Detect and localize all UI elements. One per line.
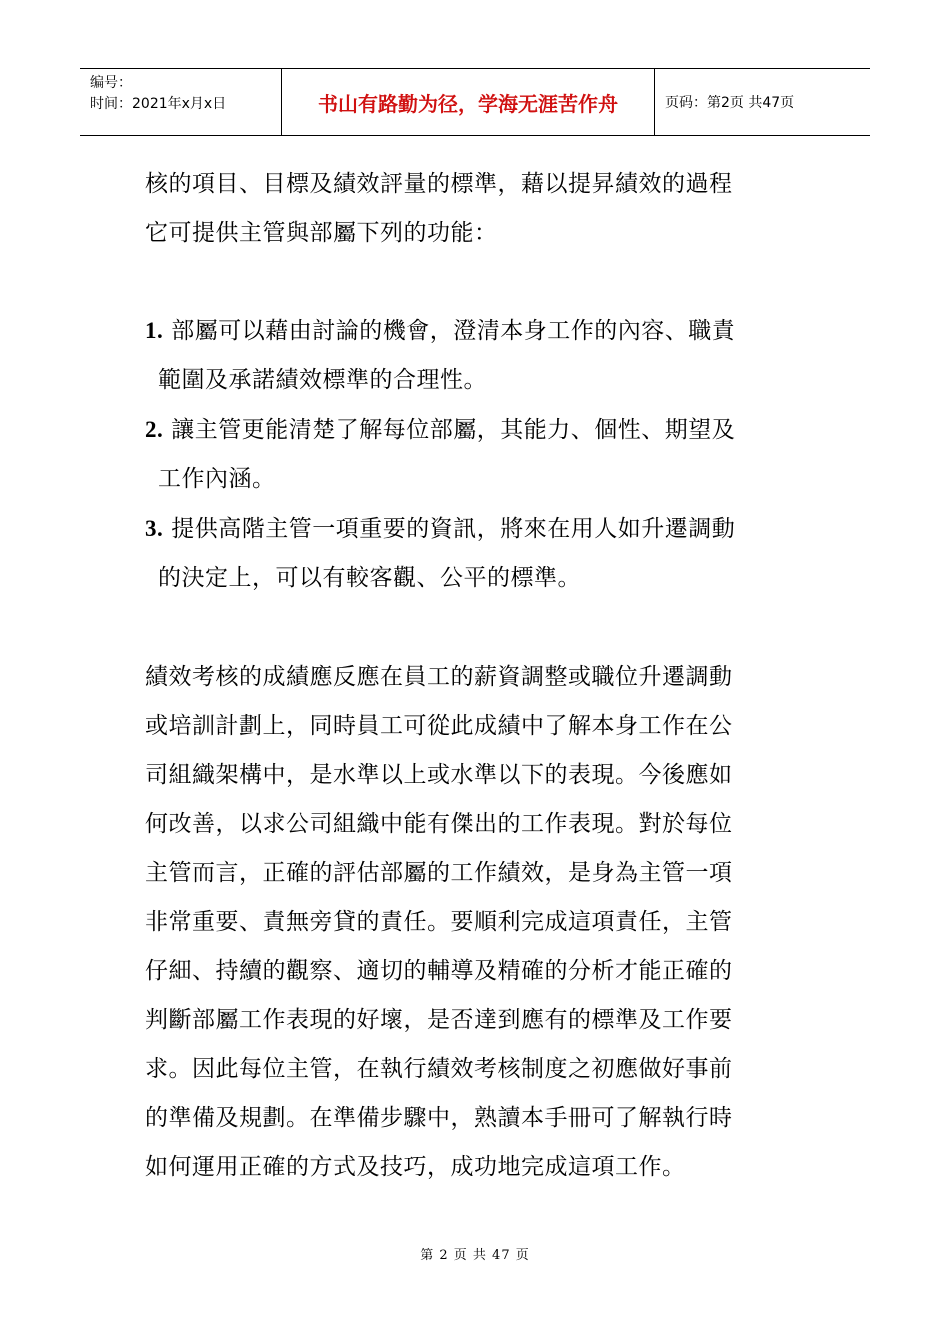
list-text-continued: 工作內涵。 [158, 466, 276, 492]
document-body [145, 160, 815, 1192]
list-text-continued: 範圍及承諾績效標準的合理性。 [158, 367, 487, 393]
list-text: 讓主管更能清楚了解每位部屬，其能力、個性、期望及 [171, 417, 736, 443]
list-item [145, 504, 815, 603]
list-item [145, 405, 815, 504]
paragraph-line: 如何運用正確的方式及技巧，成功地完成這項工作。 [145, 1154, 686, 1180]
list-text-continued: 的決定上，可以有較客觀、公平的標準。 [158, 565, 581, 591]
paragraph-line: 何改善，以求公司組織中能有傑出的工作表現。對於每位 [145, 811, 733, 837]
list-number: 1. [145, 318, 164, 343]
list-text: 提供高階主管一項重要的資訊，將來在用人如升遷調動 [171, 516, 736, 542]
list-item [145, 306, 815, 405]
paragraph-line: 求。因此每位主管，在執行績效考核制度之初應做好事前 [145, 1056, 733, 1082]
paragraph-line: 績效考核的成績應反應在員工的薪資調整或職位升遷調動 [145, 664, 733, 690]
header-motto: 书山有路勤为径，学海无涯苦作舟 [281, 69, 655, 135]
paragraph-line: 判斷部屬工作表現的好壞，是否達到應有的標準及工作要 [145, 1007, 733, 1033]
paragraph-line: 的準備及規劃。在準備步驟中，熟讀本手冊可了解執行時 [145, 1105, 733, 1131]
paragraph-line: 司組織架構中，是水準以上或水準以下的表現。今後應如 [145, 762, 733, 788]
paragraph-line: 非常重要、責無旁貸的責任。要順利完成這項責任，主管 [145, 909, 733, 935]
intro-line: 它可提供主管與部屬下列的功能： [145, 220, 498, 246]
intro-line: 核的項目、目標及績效評量的標準，藉以提昇績效的過程 [145, 171, 733, 197]
paragraph-line: 或培訓計劃上，同時員工可從此成績中了解本身工作在公 [145, 713, 733, 739]
header-page-info: 页码：第2页 共47页 [665, 95, 795, 111]
list-text: 部屬可以藉由討論的機會，澄清本身工作的內容、職責 [171, 318, 736, 344]
document-number-label: 编号： [90, 75, 132, 91]
page-footer: 第 2 页 共 47 页 [420, 1248, 530, 1263]
document-time-label: 时间：2021年x月x日 [90, 96, 227, 112]
list-number: 2. [145, 417, 164, 442]
paragraph-line: 仔細、持續的觀察、適切的輔導及精確的分析才能正確的 [145, 958, 733, 984]
page-header [80, 68, 870, 136]
list-number: 3. [145, 516, 164, 541]
paragraph-line: 主管而言，正確的評估部屬的工作績效，是身為主管一項 [145, 860, 733, 886]
header-meta [80, 69, 281, 135]
